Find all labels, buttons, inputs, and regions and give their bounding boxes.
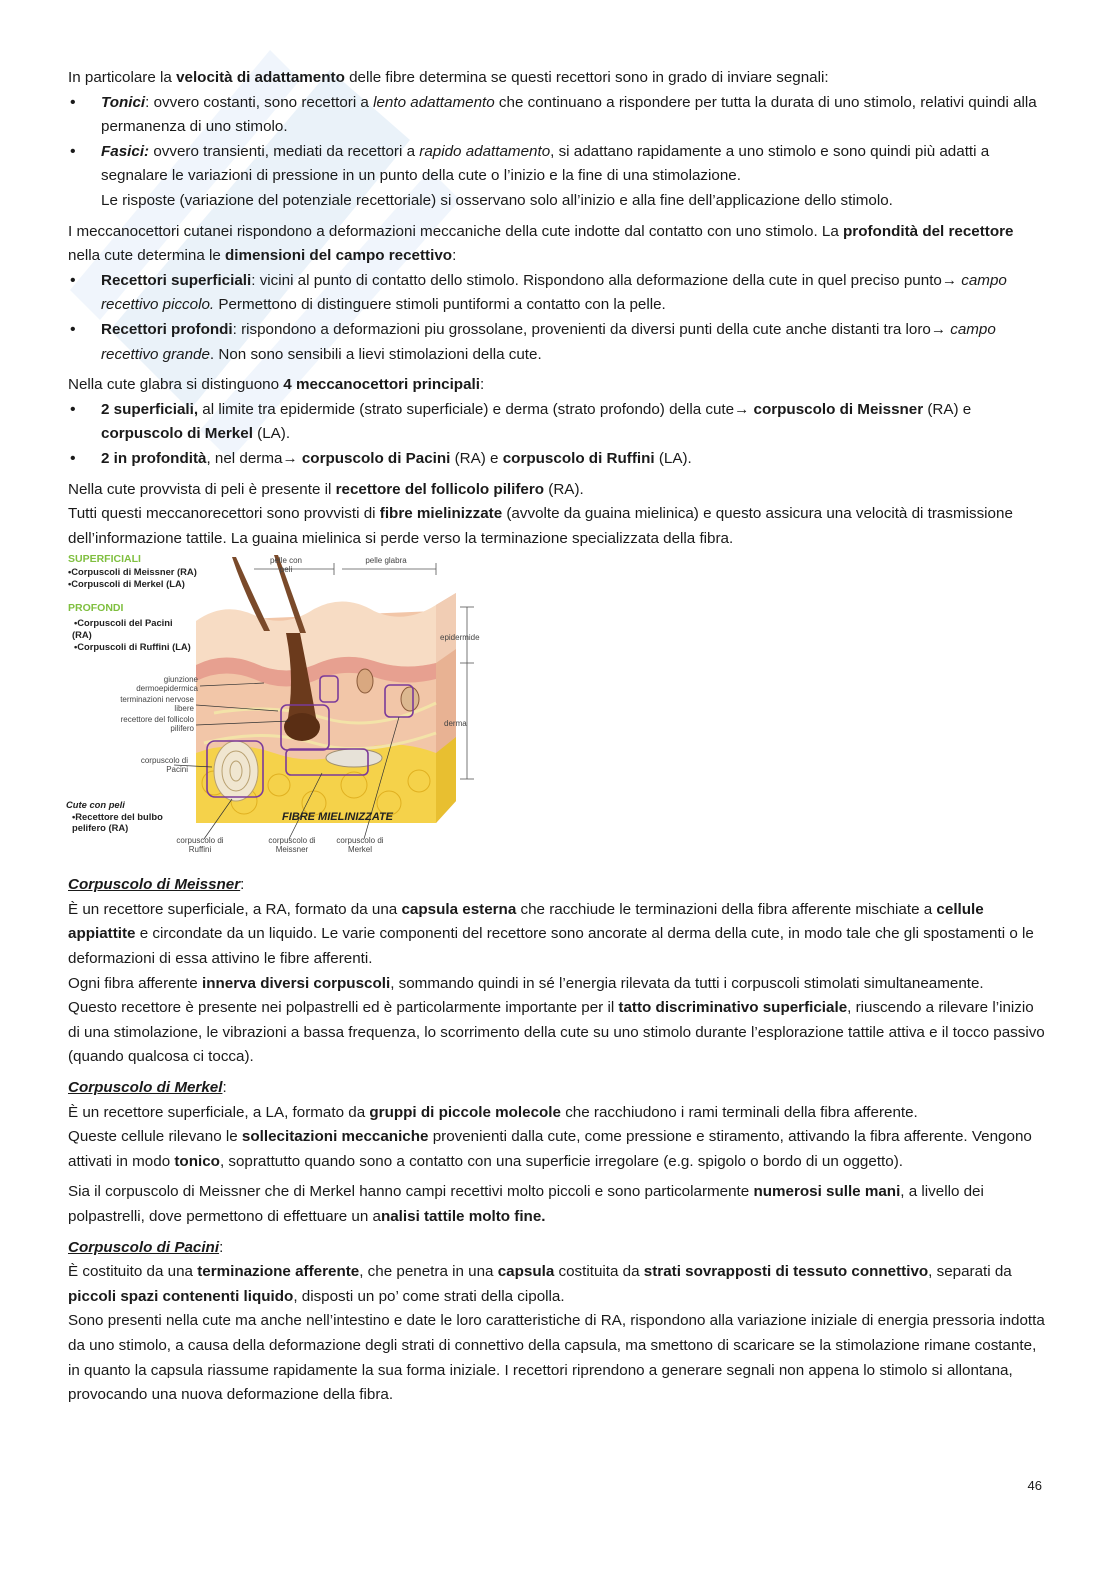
label-cute-peli: Cute con peli	[66, 799, 125, 811]
list-item-fasici: • Fasici: ovvero transienti, mediati da recettori a rapido adattamento, si adattano rapidamente a uno stimolo e sono quindi più adatti a segnalare le variazioni di pressione in un punto della cute o l’inizio e la fine di una stimolazione.	[68, 140, 1046, 189]
label-pelle-peli: pelle con peli	[269, 556, 303, 575]
merkel-p1: È un recettore superficiale, a LA, formato da gruppi di piccole molecole che racchiudono i rami terminali della fibra afferente.	[68, 1103, 918, 1121]
label-derma: derma	[444, 719, 467, 729]
intro-paragraph: In particolare la velocità di adattamento delle fibre determina se questi recettori sono in grado di inviare segnali:	[68, 69, 829, 86]
label-pelle-glabra: pelle glabra	[365, 556, 407, 566]
page-number: 46	[1027, 1478, 1042, 1493]
pacini-p1: È costituito da una terminazione afferente, che penetra in una capsula costituita da strati sovrapposti di tessuto connettivo, separati da piccoli spazi contenenti liquido, disposti un po’ come strati della cipolla.	[68, 1263, 1012, 1305]
both-paragraph: Sia il corpuscolo di Meissner che di Merkel hanno campi recettivi molto piccoli e sono particolarmente numerosi sulle mani, a livello dei polpastrelli, dove permettono di effettuare un analisi tattile molto fine.	[68, 1183, 984, 1225]
label-pacini-ra: (RA)	[72, 629, 92, 641]
pacini-heading: Corpuscolo di Pacini:	[68, 1238, 224, 1256]
label-merkel-la: •Corpuscoli di Merkel (LA)	[68, 578, 185, 590]
main-content	[68, 66, 1046, 1408]
list-item-profondi: • Recettori profondi: rispondono a deformazioni piu grossolane, provenienti da diversi punti della cute anche distanti tra loro→ campo recettivo grande. Non sono sensibili a lievi stimolazioni della cute.	[68, 318, 1046, 367]
meissner-p2: Ogni fibra afferente innerva diversi corpuscoli, sommando quindi in sé l’energia rilevata da tutti i corpuscoli stimolati simultaneamente.	[68, 974, 984, 992]
list-item-superficial-receptors: • 2 superficiali, al limite tra epidermide (strato superficiale) e derma (strato profondo) della cute→ corpuscolo di Meissner (RA) e corpuscolo di Merkel (LA).	[68, 398, 1046, 447]
label-superficiali: SUPERFICIALI	[68, 553, 141, 566]
label-corpuscolo-meissner: corpuscolo di Meissner	[268, 836, 316, 855]
label-profondi: PROFONDI	[68, 602, 124, 615]
myelin-paragraph: Tutti questi meccanorecettori sono provvisti di fibre mielinizzate (avvolte da guaina mielinica) e questo assicura una velocità di trasmissione dell’informazione tattile. La guaina mielinica si perde verso la terminazione specializzata della fibra.	[68, 505, 1013, 547]
list-item-tonici: • Tonici: ovvero costanti, sono recettori a lento adattamento che continuano a rispondere per tutta la durata di uno stimolo, relativi quindi alla permanenza di uno stimolo.	[68, 91, 1046, 140]
label-epidermide: epidermide	[440, 633, 480, 643]
label-ruffini-la: •Corpuscoli di Ruffini (LA)	[74, 641, 191, 653]
merkel-p2: Queste cellule rilevano le sollecitazioni meccaniche provenienti dalla cute, come pressione e stiramento, attivando la fibra afferente. Vengono attivati in modo tonico, soprattutto quando sono a contatto con una superficie irregolare (e.g. spigolo o bordo di un oggetto).	[68, 1128, 1032, 1170]
list-item-superficiali: • Recettori superficiali: vicini al punto di contatto dello stimolo. Rispondono alla deformazione della cute in quel preciso punto→ campo recettivo piccolo. Permettono di distinguere stimoli puntiformi a contatto con la pelle.	[68, 269, 1046, 318]
glabra-paragraph: Nella cute glabra si distinguono 4 meccanocettori principali:	[68, 376, 485, 394]
label-fibre-mielinizzate: FIBRE MIELINIZZATE	[282, 811, 394, 824]
merkel-heading: Corpuscolo di Merkel:	[68, 1079, 227, 1097]
label-corpuscolo-merkel: corpuscolo di Merkel	[336, 836, 384, 855]
label-recettore-follicolo: recettore del follicolo pilifero	[120, 715, 194, 734]
depth-list	[68, 269, 1046, 367]
label-corpuscolo-ruffini: corpuscolo di Ruffini	[176, 836, 224, 855]
label-recettore-bulbo: •Recettore del bulbo pelifero (RA)	[72, 811, 163, 834]
skin-receptors-figure	[64, 553, 504, 865]
label-pacini: •Corpuscoli del Pacini	[74, 617, 173, 629]
meissner-p3: Questo recettore è presente nei polpastrelli ed è particolarmente importante per il tatto discriminativo superficiale, riuscendo a rilevare l’inizio di una stimolazione, le vibrazioni a bassa frequenza, lo scorrimento della cute su uno stimolo durante l’esplorazione tattile attiva e il tocco passivo (quando qualcosa ci tocca).	[68, 999, 1045, 1066]
fasici-note: Le risposte (variazione del potenziale recettoriale) si osservano solo all’inizio e alla fine dell’applicazione dello stimolo.	[101, 191, 893, 209]
adaptation-list	[68, 91, 1046, 189]
list-item-deep-receptors: • 2 in profondità, nel derma→ corpuscolo di Pacini (RA) e corpuscolo di Ruffini (LA).	[68, 447, 1046, 472]
arrow-icon: →	[941, 271, 958, 289]
follicle-paragraph: Nella cute provvista di peli è presente il recettore del follicolo pilifero (RA).	[68, 480, 584, 498]
arrow-icon: →	[734, 400, 750, 418]
label-corpuscolo-pacini: corpuscolo di Pacini	[140, 756, 188, 775]
receptors-list	[68, 398, 1046, 472]
label-terminazioni: terminazioni nervose libere	[120, 695, 194, 714]
label-meissner-ra: •Corpuscoli di Meissner (RA)	[68, 566, 197, 578]
pacini-p2: Sono presenti nella cute ma anche nell’intestino e date le loro caratteristiche di RA, rispondono alla variazione iniziale di energia pressoria indotta da uno stimolo, a causa della deformazione degli strati di connettivo della capsula, ma smettono di scaricare se la stimolazione rimane costante, in quanto la capsula riassume rapidamente la sua forma iniziale. I recettori riprendono a generare segnali non appena lo stimolo si allontana, provocando una nuova deformazione della fibra.	[68, 1312, 1045, 1404]
mechanoceptors-paragraph: I meccanocettori cutanei rispondono a deformazioni meccaniche della cute indotte dal contatto con uno stimolo. La profondità del recettore nella cute determina le dimensioni del campo recettivo:	[68, 222, 1014, 265]
meissner-p1: È un recettore superficiale, a RA, formato da una capsula esterna che racchiude le terminazioni della fibra afferente mischiate a cellule appiattite e circondate da un liquido. Le varie componenti del recettore sono ancorate al derma della cute, in modo tale che gli spostamenti o le deformazioni di essa attivino le fibre afferenti.	[68, 900, 1034, 968]
meissner-heading: Corpuscolo di Meissner:	[68, 876, 245, 894]
label-giunzione: giunzione dermoepidermica	[136, 675, 198, 694]
arrow-icon: →	[930, 320, 947, 338]
arrow-icon: →	[282, 449, 298, 467]
